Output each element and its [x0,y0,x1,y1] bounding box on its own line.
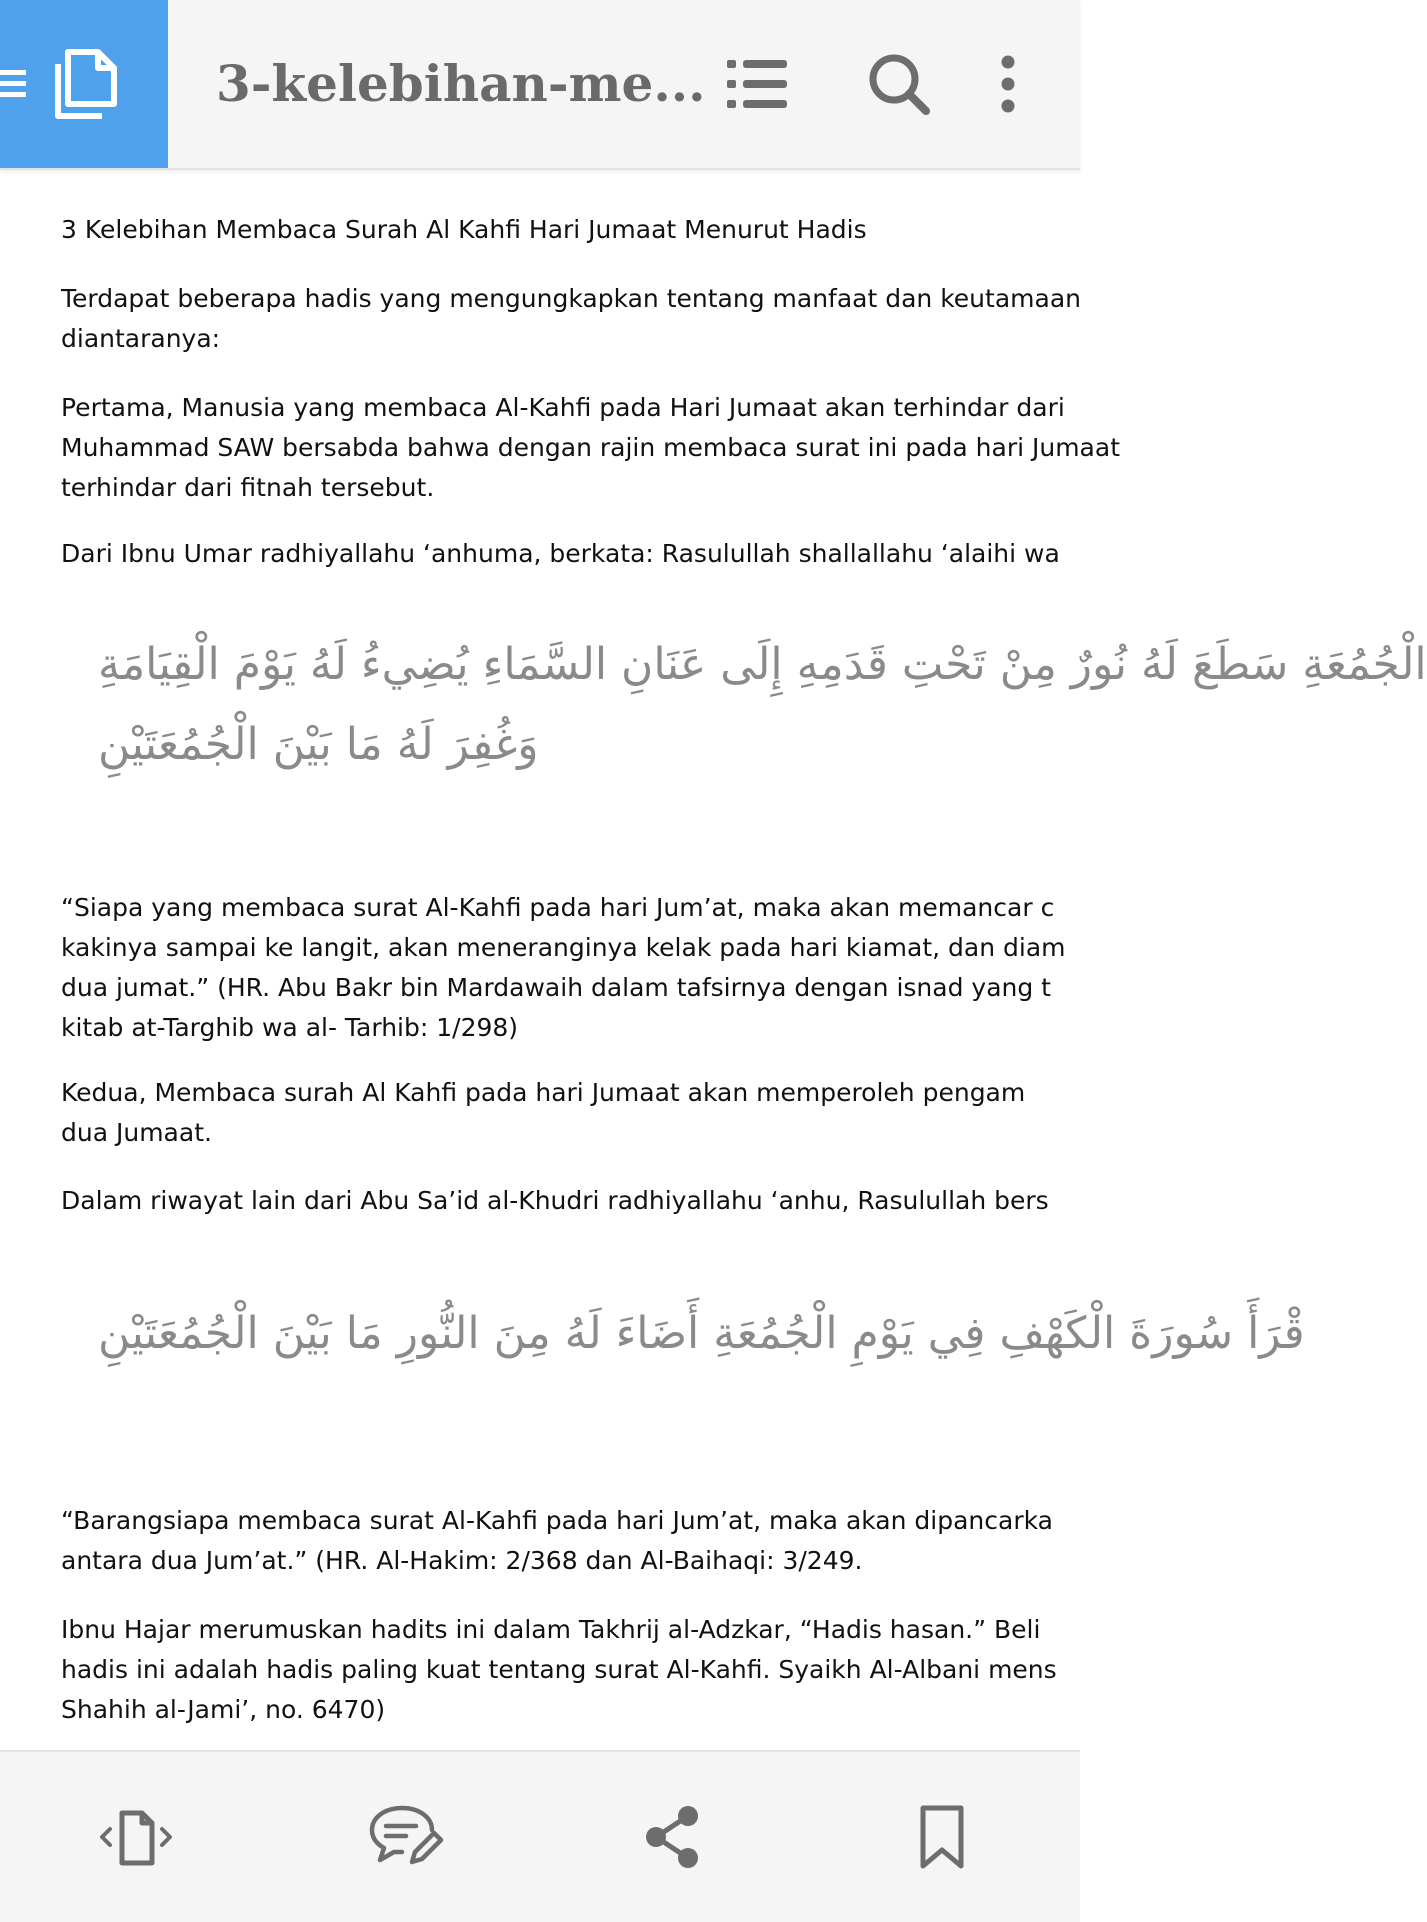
text-line: Kedua, Membaca surah Al Kahfi pada hari Jumaat akan memperoleh pengam [61,1078,1026,1107]
paragraph [61,279,1081,359]
page-navigate-button[interactable] [91,1792,181,1882]
page-navigate-icon [100,1807,172,1867]
text-line: 3 Kelebihan Membaca Surah Al Kahfi Hari Jumaat Menurut Hadis [61,215,867,244]
documents-button[interactable] [0,0,168,168]
text-line: terhindar dari fitnah tersebut. [61,473,435,502]
bottom-toolbar [0,1750,1080,1922]
document-title: 3-kelebihan-me... [216,54,706,113]
text-line: Shahih al-Jami’, no. 6470) [61,1695,386,1724]
share-icon [642,1804,702,1870]
text-line: “Siapa yang membaca surat Al-Kahfi pada hari Jum’at, maka akan memancar c [61,893,1055,922]
share-button[interactable] [627,1792,717,1882]
arabic-line: قْرَأَ سُورَةَ الْكَهْفِ فِي يَوْمِ الْجُمُعَةِ أَضَاءَ لَهُ مِنَ النُّورِ مَا بَيْنَ الْجُمُعَتَيْنِ [98,1308,1305,1359]
outline-button[interactable] [713,40,801,128]
text-line: Muhammad SAW bersabda bahwa dengan rajin membaca surat ini pada hari Jumaat [61,433,1120,462]
paragraph [61,1181,1049,1221]
text-line: kitab at-Targhib wa al- Tarhib: 1/298) [61,1013,519,1042]
arabic-line: الْجُمُعَةِ سَطَعَ لَهُ نُورٌ مِنْ تَحْتِ قَدَمِهِ إِلَى عَنَانِ السَّمَاءِ يُضِيءُ لَهُ يَوْمَ الْقِيَامَةِ [98,639,1427,690]
text-line: dua Jumaat. [61,1118,212,1147]
document-heading [61,210,867,250]
comment-edit-icon [368,1804,444,1870]
text-line: Dari Ibnu Umar radhiyallahu ‘anhuma, berkata: Rasulullah shallallahu ‘alaihi wa [61,539,1060,568]
paragraph [61,1610,1057,1730]
more-options-button[interactable] [964,40,1052,128]
text-line: kakinya sampai ke langit, akan meneranginya kelak pada hari kiamat, dan diam [61,933,1066,962]
bookmark-icon [919,1804,965,1870]
text-line: antara dua Jum’at.” (HR. Al-Hakim: 2/368 dan Al-Baihaqi: 3/249. [61,1546,863,1575]
text-line: “Barangsiapa membaca surat Al-Kahfi pada hari Jum’at, maka akan dipancarka [61,1506,1053,1535]
text-line: hadis ini adalah hadis paling kuat tentang surat Al-Kahfi. Syaikh Al-Albani mens [61,1655,1057,1684]
paragraph [61,888,1066,1048]
text-line: dua jumat.” (HR. Abu Bakr bin Mardawaih dalam tafsirnya dengan isnad yang t [61,973,1051,1002]
arabic-line: وَغُفِرَ لَهُ مَا بَيْنَ الْجُمُعَتَيْنِ [98,719,539,770]
more-vertical-icon [998,54,1018,114]
text-line: Pertama, Manusia yang membaca Al-Kahfi pada Hari Jumaat akan terhindar dari [61,393,1065,422]
documents-icon [52,48,118,120]
document-page[interactable] [0,170,1427,1750]
paragraph [61,1501,1053,1581]
hamburger-icon[interactable] [0,70,26,98]
text-line: Dalam riwayat lain dari Abu Sa’id al-Khudri radhiyallahu ‘anhu, Rasulullah bers [61,1186,1049,1215]
arabic-hadith-image [98,1294,1305,1374]
text-line: diantaranya: [61,324,221,353]
text-line: Terdapat beberapa hadis yang mengungkapkan tentang manfaat dan keutamaan [61,284,1081,313]
app-bar [0,0,1080,170]
text-line: Ibnu Hajar merumuskan hadits ini dalam Takhrij al-Adzkar, “Hadis hasan.” Beli [61,1615,1041,1644]
search-icon [868,53,930,115]
list-icon [727,58,787,110]
search-button[interactable] [855,40,943,128]
paragraph [61,388,1120,508]
paragraph [61,1073,1025,1153]
paragraph [61,534,1060,574]
bookmark-button[interactable] [897,1792,987,1882]
comment-button[interactable] [361,1792,451,1882]
arabic-hadith-image [98,625,1427,785]
